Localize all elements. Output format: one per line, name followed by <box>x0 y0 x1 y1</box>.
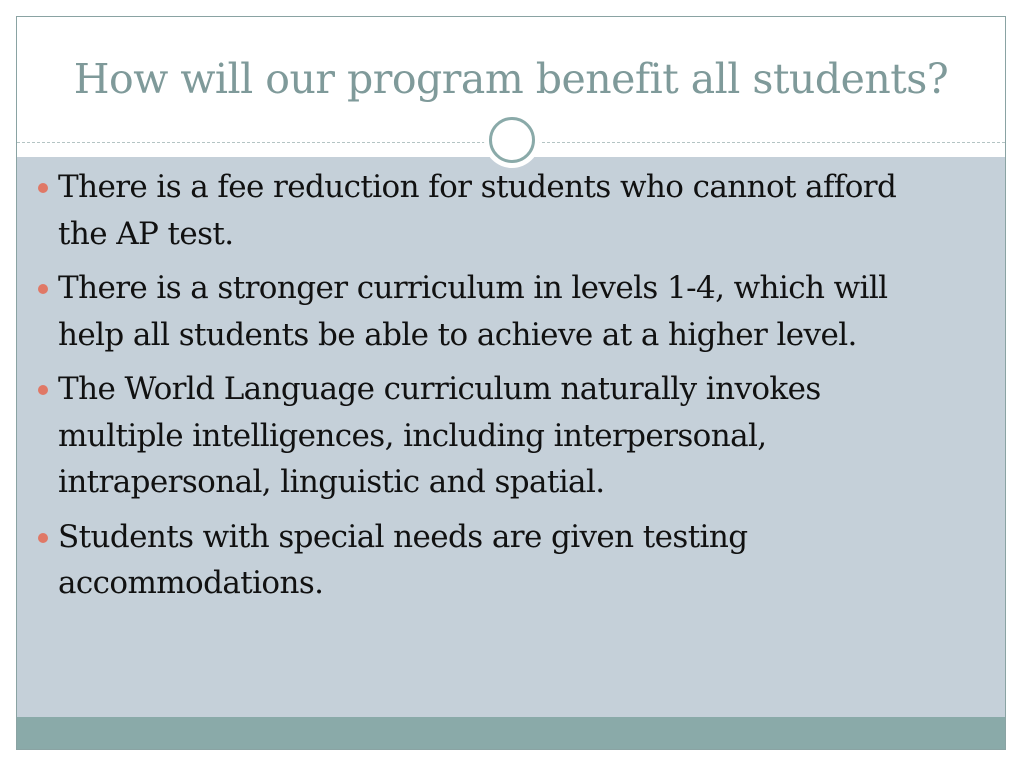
list-item <box>38 164 938 257</box>
bullet-dot-icon <box>38 533 48 543</box>
bullet-dot-icon <box>38 284 48 294</box>
bullet-list <box>38 164 938 615</box>
bullet-text: Students with special needs are given testing accommodations. <box>58 518 748 601</box>
circle-ornament-icon <box>484 112 540 168</box>
bullet-text: There is a stronger curriculum in levels 1-4, which will help all students be able to achieve at a higher level. <box>58 270 888 353</box>
bullet-dot-icon <box>38 385 48 395</box>
bullet-text: The World Language curriculum naturally invokes multiple intelligences, including interpersonal, intrapersonal, linguistic and spatial. <box>58 371 821 500</box>
bullet-text: There is a fee reduction for students who cannot afford the AP test. <box>58 169 897 252</box>
circle-ring <box>489 117 535 163</box>
slide-title: How will our program benefit all students? <box>73 55 949 103</box>
footer-band <box>17 717 1005 750</box>
list-item <box>38 366 938 506</box>
list-item <box>38 514 938 607</box>
bullet-dot-icon <box>38 183 48 193</box>
list-item <box>38 265 938 358</box>
